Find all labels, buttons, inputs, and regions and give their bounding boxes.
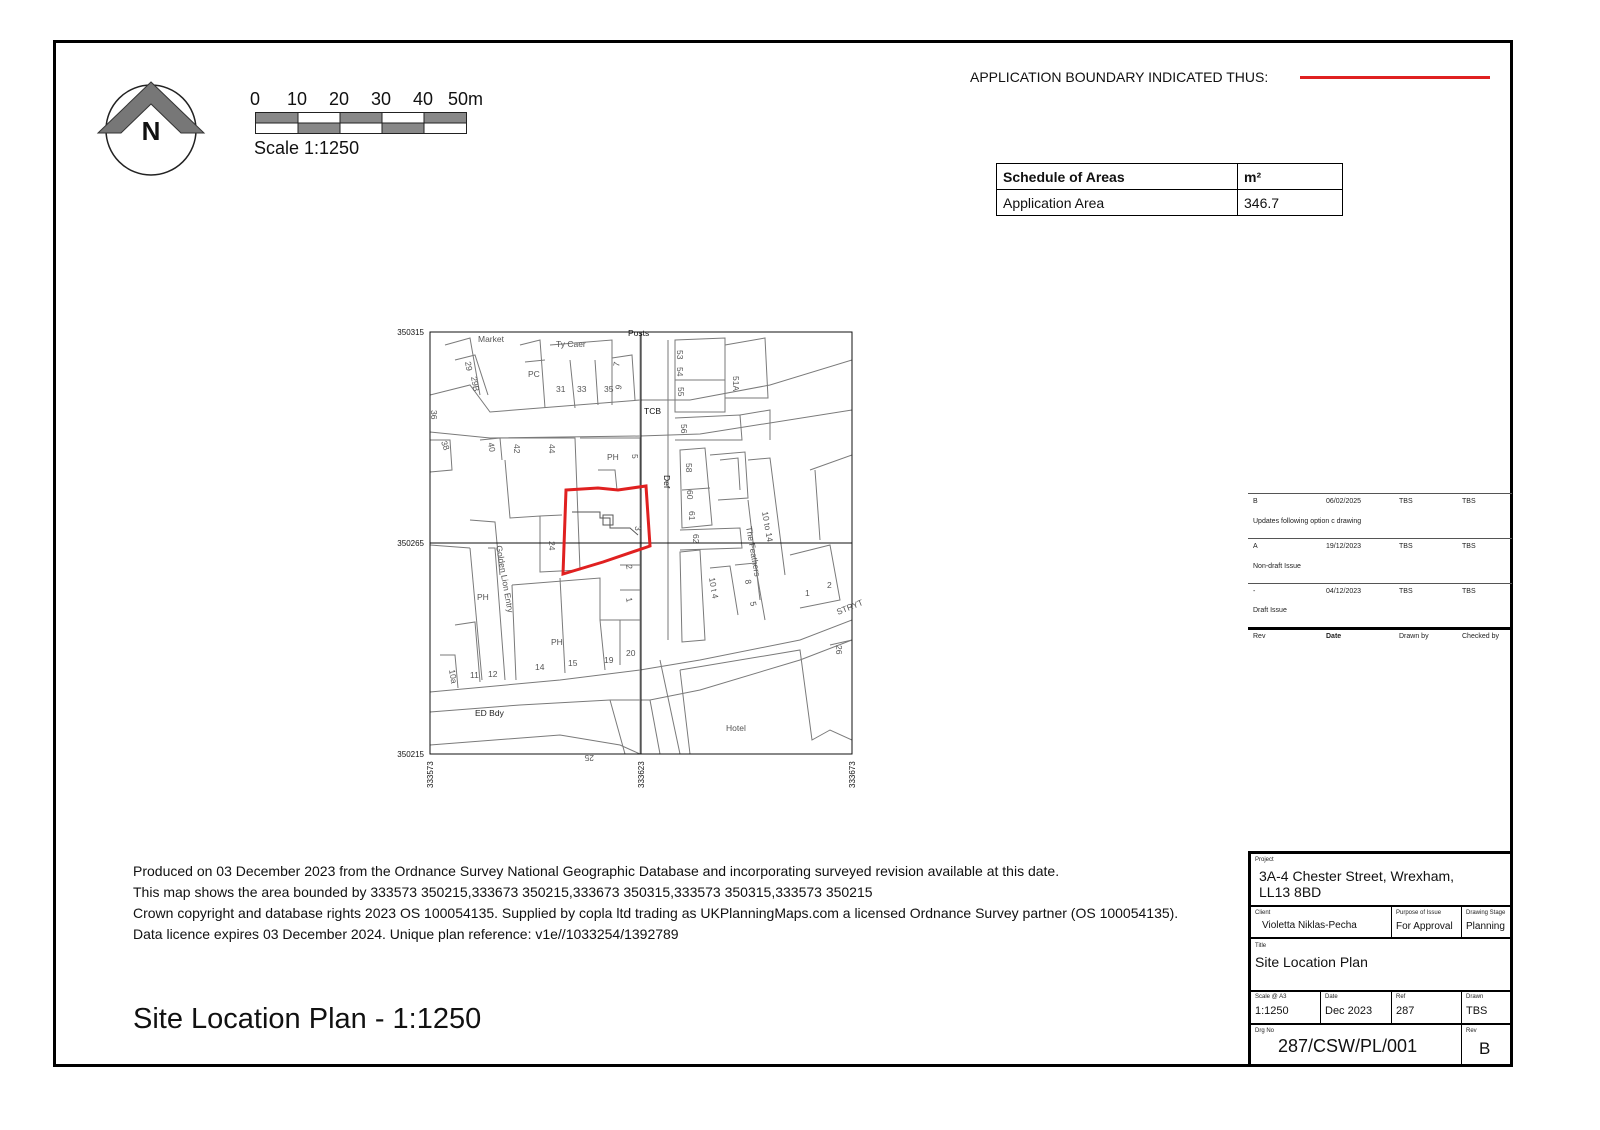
- scale-tick-30: 30: [371, 89, 392, 109]
- map-label: 40: [486, 441, 498, 453]
- purpose-value: For Approval: [1396, 921, 1453, 932]
- project-name: 3A-4 Chester Street, Wrexham,: [1259, 868, 1455, 884]
- scale-caption: Scale 1:1250: [254, 138, 360, 158]
- scale-tick-50: 50m: [448, 89, 484, 109]
- map-label: 10 t 4: [707, 576, 721, 600]
- project-postcode: LL13 8BD: [1259, 884, 1322, 900]
- ref-label: Ref: [1396, 994, 1406, 1000]
- north-label: N: [141, 116, 161, 146]
- scale-tick-40: 40: [413, 89, 434, 109]
- map-label: 29: [463, 360, 475, 372]
- schedule-header-unit: m²: [1238, 164, 1343, 190]
- map-label: 36: [429, 410, 439, 420]
- map-label: 14: [535, 662, 545, 672]
- northing-label: 350315: [397, 328, 424, 337]
- revision-code: -: [1253, 588, 1256, 595]
- scale-bar-graphic: [255, 112, 469, 136]
- note-line: Crown copyright and database rights 2023 OS 100054135. Supplied by copla ltd trading as UKPlanningMaps.com a licensed Ordnance Survey partner (OS 100054135).: [133, 905, 1179, 921]
- map-label: 5: [748, 600, 759, 608]
- title-label: Title: [1255, 943, 1267, 949]
- revision-drawn-by: TBS: [1399, 588, 1413, 595]
- date-value: Dec 2023: [1325, 1005, 1373, 1017]
- map-label: 31: [556, 384, 566, 394]
- map-label: 10 to 14: [760, 510, 776, 543]
- map-label: 1: [624, 596, 635, 604]
- project-label: Project: [1255, 857, 1274, 863]
- revision-header-checked: Checked by: [1462, 633, 1499, 640]
- site-map: [390, 322, 890, 802]
- scale-value: 1:1250: [1255, 1005, 1289, 1017]
- note-line: This map shows the area bounded by 333573 350215,333673 350215,333673 350315,333573 350315,333573 350215: [133, 884, 873, 900]
- map-label: 7: [611, 360, 622, 368]
- note-line: Data licence expires 03 December 2024. Unique plan reference: v1e//1033254/1392789: [133, 926, 679, 942]
- map-label: 11: [470, 670, 479, 680]
- map-label: 2: [827, 580, 832, 590]
- map-label: 1: [805, 588, 810, 598]
- stage-label: Drawing Stage: [1466, 910, 1506, 916]
- revision-drawn-by: TBS: [1399, 543, 1413, 550]
- map-label: 20: [626, 648, 636, 658]
- table-row: [997, 190, 1343, 216]
- rev-label: Rev: [1466, 1028, 1477, 1034]
- map-label: 42: [512, 444, 522, 454]
- map-label: Def: [662, 475, 672, 489]
- revision-header-date: Date: [1326, 633, 1342, 640]
- revision-header-rev: Rev: [1253, 633, 1266, 640]
- client-name: Violetta Niklas-Pecha: [1262, 920, 1357, 931]
- map-label: 51A: [731, 376, 741, 392]
- revision-date: 04/12/2023: [1326, 588, 1362, 595]
- revision-description: Updates following option c drawing: [1253, 518, 1362, 525]
- map-label: 54: [675, 367, 685, 377]
- revision-description: Non-draft Issue: [1253, 563, 1301, 570]
- map-label: PH: [551, 637, 563, 647]
- map-label: 35: [604, 384, 614, 394]
- stage-value: Planning: [1466, 921, 1505, 932]
- schedule-cell-value: 346.7: [1238, 190, 1343, 216]
- map-label: 53: [675, 350, 685, 360]
- map-label: 10a: [447, 668, 460, 685]
- easting-label: 333623: [637, 761, 646, 788]
- legend-boundary-line: [1300, 76, 1490, 79]
- easting-label: 333573: [426, 761, 435, 788]
- scale-tick-10: 10: [287, 89, 308, 109]
- north-arrow-icon: [96, 78, 206, 180]
- easting-label: 333673: [848, 761, 857, 788]
- map-label: TCB: [644, 406, 661, 416]
- revision-drawn-by: TBS: [1399, 498, 1413, 505]
- map-label: 8: [743, 578, 754, 586]
- map-label: Hotel: [726, 723, 746, 733]
- rev-value: B: [1479, 1039, 1491, 1058]
- map-label: PC: [528, 369, 540, 379]
- map-label: Posts: [628, 328, 650, 338]
- map-label: 19: [604, 655, 614, 665]
- map-label: 9: [613, 383, 624, 391]
- map-label: 2: [624, 563, 635, 571]
- map-label: 62: [691, 534, 701, 544]
- map-label: 55: [676, 387, 686, 397]
- ref-value: 287: [1396, 1005, 1415, 1017]
- revision-date: 06/02/2025: [1326, 498, 1362, 505]
- scale-label: Scale @ A3: [1255, 994, 1287, 1000]
- date-label: Date: [1325, 994, 1338, 1000]
- purpose-label: Purpose of Issue: [1396, 910, 1442, 916]
- revision-code: A: [1253, 543, 1258, 550]
- schedule-header-area: Schedule of Areas: [997, 164, 1238, 190]
- legend-label: APPLICATION BOUNDARY INDICATED THUS:: [970, 69, 1269, 85]
- map-label: 33: [577, 384, 587, 394]
- table-row: [997, 164, 1343, 190]
- map-label: 24: [547, 541, 557, 551]
- revision-code: B: [1253, 498, 1258, 505]
- revision-description: Draft Issue: [1253, 607, 1287, 614]
- drawing-number: 287/CSW/PL/001: [1278, 1036, 1418, 1056]
- map-label: PH: [477, 592, 489, 602]
- map-label: Ty Caer: [556, 339, 586, 349]
- map-label: 26: [834, 645, 844, 655]
- title-value: Site Location Plan: [1255, 954, 1368, 970]
- map-label: 12: [488, 669, 498, 679]
- revision-checked-by: TBS: [1462, 498, 1476, 505]
- map-label: Golden Lion Entry: [494, 544, 516, 614]
- map-label: 56: [679, 424, 689, 434]
- map-label: Market: [478, 334, 504, 344]
- revision-header-drawn: Drawn by: [1399, 633, 1429, 640]
- map-label: 25: [584, 753, 594, 763]
- drawing-number-label: Drg No: [1255, 1028, 1275, 1034]
- map-label: 29B: [469, 375, 482, 393]
- map-label: 44: [547, 444, 557, 454]
- map-label: PH: [607, 452, 619, 462]
- schedule-of-areas-table: [996, 163, 1343, 216]
- map-label: 3: [633, 526, 643, 531]
- map-label: 61: [687, 511, 697, 521]
- scale-tick-0: 0: [250, 89, 261, 109]
- drawing-title: Site Location Plan - 1:1250: [133, 1003, 482, 1035]
- map-label: 5: [630, 454, 640, 459]
- revision-date: 19/12/2023: [1326, 543, 1362, 550]
- map-label: STRYT: [835, 597, 865, 617]
- map-label: 15: [568, 658, 578, 668]
- map-label: ED Bdy: [475, 708, 504, 718]
- schedule-cell-name: Application Area: [997, 190, 1238, 216]
- northing-label: 350215: [397, 750, 424, 759]
- map-label: 38: [439, 439, 452, 452]
- revision-checked-by: TBS: [1462, 543, 1476, 550]
- map-label: 58: [684, 463, 694, 473]
- drawn-value: TBS: [1466, 1005, 1488, 1017]
- client-label: Client: [1255, 910, 1271, 916]
- map-label: 60: [685, 490, 695, 500]
- revision-checked-by: TBS: [1462, 588, 1476, 595]
- northing-label: 350265: [397, 539, 424, 548]
- note-line: Produced on 03 December 2023 from the Ordnance Survey National Geographic Database and incorporating surveyed revision available at this date.: [133, 863, 1060, 879]
- drawn-label: Drawn: [1466, 994, 1484, 1000]
- map-label: The Feathers: [744, 525, 763, 578]
- scale-tick-20: 20: [329, 89, 350, 109]
